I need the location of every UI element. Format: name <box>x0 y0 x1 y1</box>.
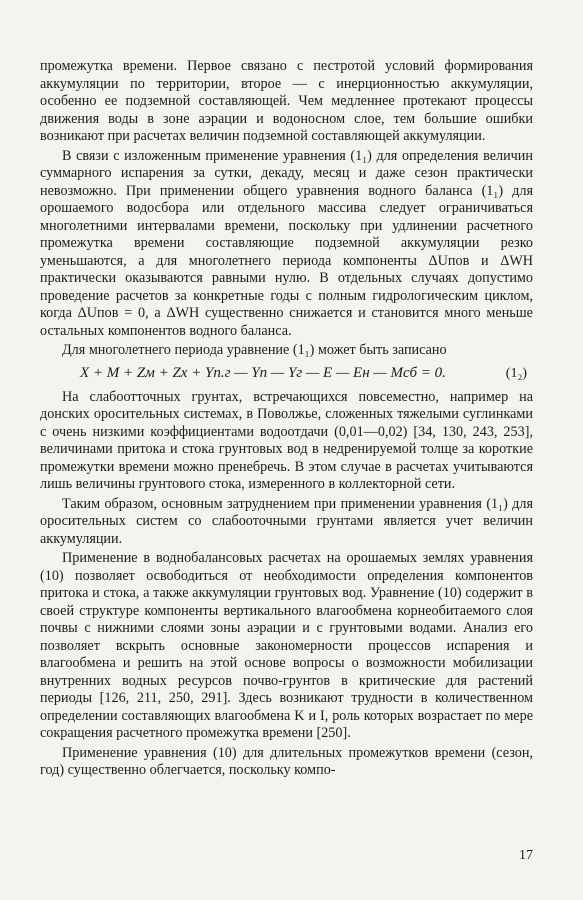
paragraph-6: Применение в воднобалансовых расчетах на орошаемых землях уравнения (10) позволяет освободиться от необходимости определения компонентов притока и стока, а также аккумуляции грунтовых вод. Уравнение (10) содержит в своей структуре компоненты вертикального влагообмена корнеобитаемого слоя почвы с нижними слоями зоны аэрации и с грунтовыми водами. Анализ его позволяет вскрыть основные закономерности процессов испарения и влагообмена и решить на этой основе вопросы о возможности мобилизации внутренних водных ресурсов почво-грунтов в критические для растений периоды [126, 211, 250, 291]. Здесь возникают трудности в количественном определении составляющих влагообмена K и I, роль которых возрастает по мере сокращения расчетного промежутка времени [250]. <box>40 550 533 741</box>
paragraph-5: Таким образом, основным затруднением при применении уравнения (1₁) для оросительных систем со слабооточными грунтами является учет величин аккумуляции. <box>40 495 533 547</box>
page-body <box>40 58 533 780</box>
paragraph-4: На слабоотточных грунтах, встречающихся повсеместно, например на донских оросительных системах, в Поволжье, сложенных тяжелыми суглинками с очень низкими коэффициентами водоотдачи (0,01—0,02) [34, 130, 243, 253], величинами притока и стока грунтовых вод в недренируемой толще за короткие промежутки времени можно пренебречь. В этом случае в расчетах учитываются лишь величины грунтового стока, измеренного в коллекторной сети. <box>40 388 533 492</box>
equation-number: (1₂) <box>505 365 527 381</box>
paragraph-1: промежутка времени. Первое связано с пестротой условий формирования аккумуляции по территории, второе — с инерционностью аккумуляции, особенно ее подземной составляющей. Чем медленнее протекают процессы движения воды в зоне аэрации и водоносном слое, тем большие ошибки возникают при расчетах величин подземной составляющей аккумуляции. <box>40 58 533 144</box>
paragraph-7: Применение уравнения (10) для длительных промежутков времени (сезон, год) существенно облегчается, поскольку компо- <box>40 744 533 778</box>
page-number: 17 <box>519 848 533 863</box>
equation-expression: X + M + Zм + Zх + Yп.г — Yп — Yг — E — Eн — Mсб = 0. <box>80 364 446 381</box>
equation-1-2 <box>40 362 533 385</box>
paragraph-2: В связи с изложенным применение уравнения (1₁) для определения величин суммарного испарения за сутки, декаду, месяц и даже сезон практически невозможно. При применении общего уравнения водного баланса (1₁) для орошаемого водосбора или отдельного массива следует ограничиваться многолетними интервалами времени, поскольку при удлинении расчетного промежутка времени составляющие подземной аккумуляции резко уменьшаются, а для многолетнего периода компоненты ΔUпов и ΔWН практически оказываются равными нулю. В отдельных случаях допустимо проведение расчетов за конкретные годы с полным гидрологическим циклом, когда ΔUпов = 0, а ΔWН существенно снижается и становится много меньше остальных компонентов водного баланса. <box>40 147 533 339</box>
paragraph-3: Для многолетнего периода уравнение (1₁) может быть записано <box>62 342 447 358</box>
